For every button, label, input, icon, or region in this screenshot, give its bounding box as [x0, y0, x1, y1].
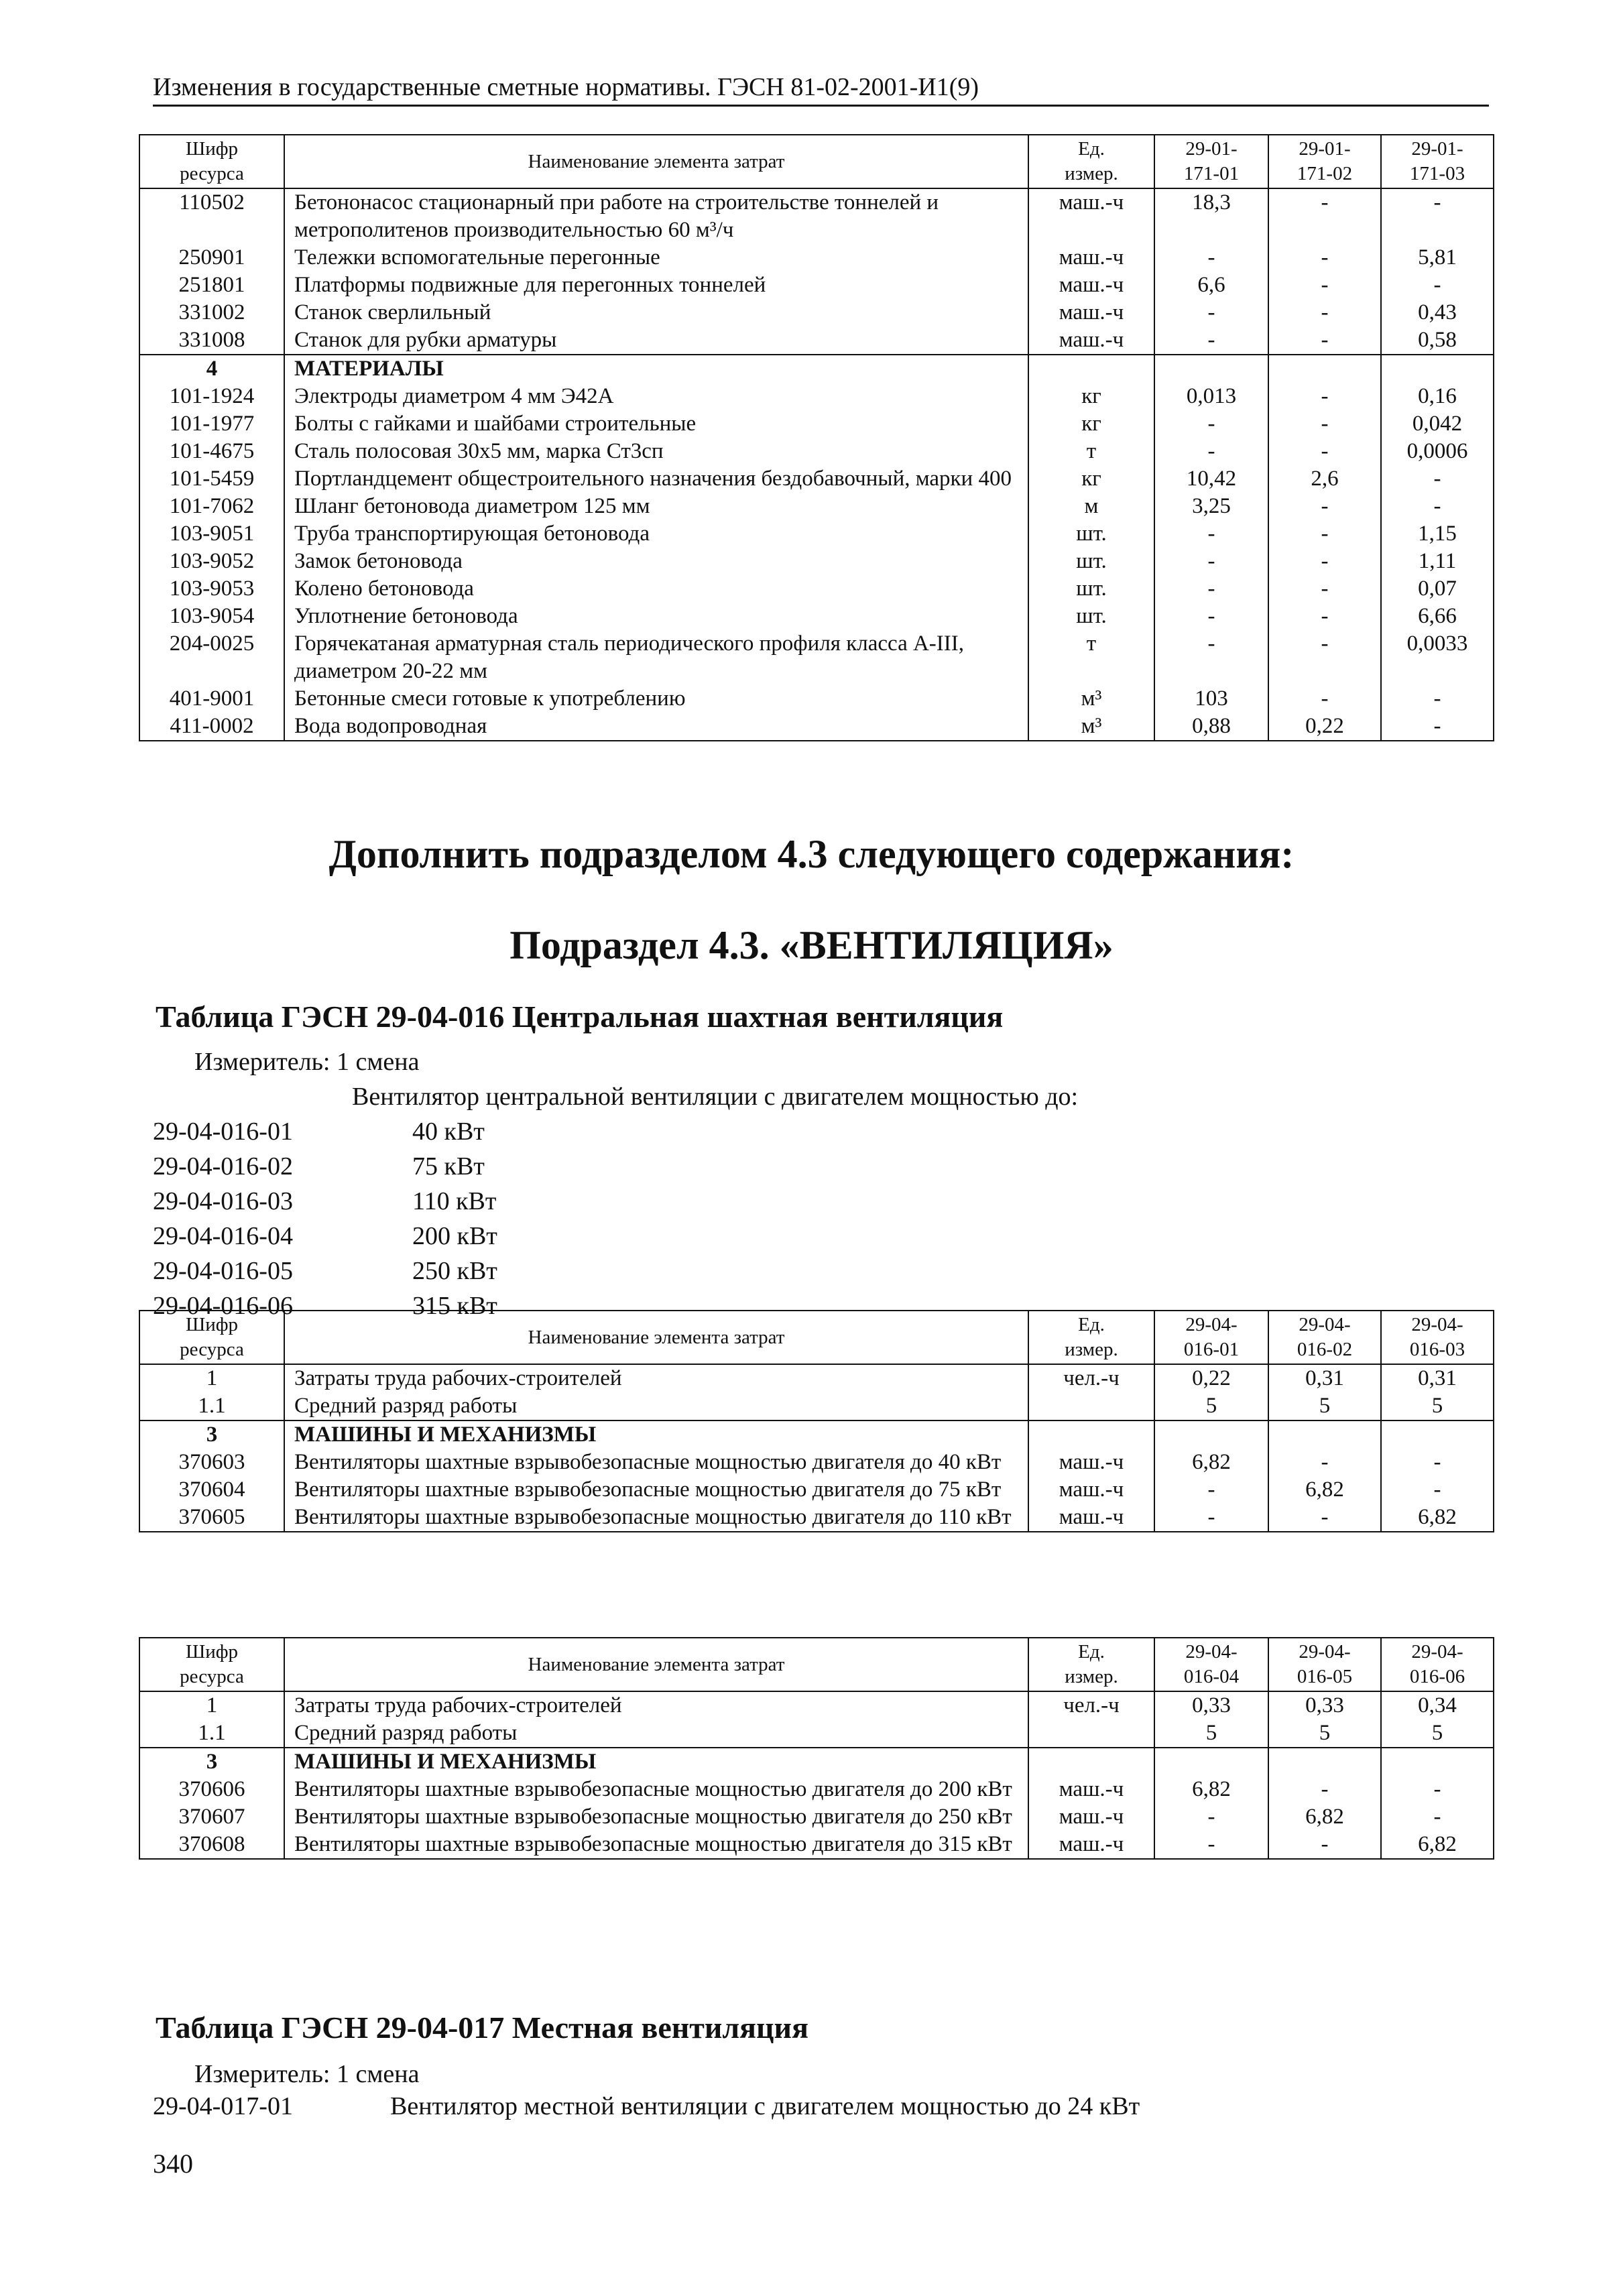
- cell-value-1: 0,22: [1154, 1364, 1268, 1392]
- header-code: [139, 1638, 284, 1691]
- header-code: [139, 135, 284, 188]
- cell-unit: маш.-ч: [1028, 188, 1154, 244]
- cell-value-3: 6,82: [1381, 1504, 1494, 1532]
- table-row: [139, 548, 1494, 575]
- table-row: [139, 1776, 1494, 1803]
- cell-value-2: -: [1268, 438, 1381, 465]
- cell-code: 103-9052: [139, 548, 284, 575]
- cell-unit: шт.: [1028, 575, 1154, 603]
- header-col1-line: 171-01: [1183, 163, 1240, 184]
- header-col2-line: 29-04-: [1299, 1641, 1351, 1663]
- header-col3-line: 29-01-: [1411, 138, 1463, 160]
- table-header-row: [139, 1638, 1494, 1691]
- table-row: [139, 188, 1494, 244]
- header-unit: [1028, 1311, 1154, 1364]
- cell-unit: [1028, 1421, 1154, 1449]
- header-col1: [1154, 1638, 1268, 1691]
- cell-value-3: -: [1381, 1803, 1494, 1831]
- cell-value-1: 6,82: [1154, 1776, 1268, 1803]
- table-row: [139, 1803, 1494, 1831]
- cell-unit: шт.: [1028, 548, 1154, 575]
- cell-value-3: 6,82: [1381, 1831, 1494, 1859]
- cell-value-3: -: [1381, 1776, 1494, 1803]
- cell-value-2: -: [1268, 1776, 1381, 1803]
- table-description: Вентилятор центральной вентиляции с двигателем мощностью до:: [352, 1083, 1079, 1111]
- header-unit: [1028, 1638, 1154, 1691]
- cell-value-2: -: [1268, 188, 1381, 244]
- cell-value-1: 0,88: [1154, 713, 1268, 741]
- cell-value-1: 18,3: [1154, 188, 1268, 244]
- table-row: [139, 603, 1494, 630]
- cell-code: 370604: [139, 1476, 284, 1504]
- cell-unit: [1028, 1748, 1154, 1776]
- cell-value-3: -: [1381, 713, 1494, 741]
- cell-unit: т: [1028, 438, 1154, 465]
- cell-unit: маш.-ч: [1028, 1449, 1154, 1476]
- cell-value-3: -: [1381, 188, 1494, 244]
- cell-unit: т: [1028, 630, 1154, 685]
- cell-value-2: 0,31: [1268, 1364, 1381, 1392]
- norm-power-value: 250 кВт: [412, 1257, 497, 1285]
- table-section-row: [139, 355, 1494, 383]
- cell-value-2: -: [1268, 520, 1381, 548]
- cell-value-1: -: [1154, 410, 1268, 438]
- cell-code: 331008: [139, 326, 284, 355]
- header-unit-line: Ед.: [1078, 1641, 1105, 1663]
- meter-label-017: Измеритель: 1 смена: [194, 2060, 420, 2088]
- header-col2-line: 016-05: [1297, 1666, 1353, 1687]
- cell-value-1: -: [1154, 326, 1268, 355]
- cell-value-2: 0,33: [1268, 1691, 1381, 1719]
- cell-unit: маш.-ч: [1028, 1776, 1154, 1803]
- cell-value-2: -: [1268, 630, 1381, 685]
- header-col3: [1381, 1638, 1494, 1691]
- header-code-line: ресурса: [180, 163, 244, 184]
- cell-unit: шт.: [1028, 520, 1154, 548]
- header-name: Наименование элемента затрат: [284, 135, 1028, 188]
- header-col2-line: 29-01-: [1299, 138, 1351, 160]
- header-unit-line: измер.: [1065, 163, 1118, 184]
- cell-value-1: -: [1154, 575, 1268, 603]
- cell-value-1: -: [1154, 1476, 1268, 1504]
- cell-value-2: -: [1268, 548, 1381, 575]
- cell-name: Болты с гайками и шайбами строительные: [284, 410, 1028, 438]
- cell-name: Затраты труда рабочих-строителей: [284, 1691, 1028, 1719]
- cell-value-3: 1,11: [1381, 548, 1494, 575]
- cell-code: 1: [139, 1364, 284, 1392]
- header-code: [139, 1311, 284, 1364]
- table-row: [139, 299, 1494, 326]
- cell-value-2: [1268, 1421, 1381, 1449]
- cell-value-2: -: [1268, 299, 1381, 326]
- cell-name: Бетонные смеси готовые к употреблению: [284, 685, 1028, 713]
- cell-value-3: 5: [1381, 1719, 1494, 1748]
- cell-code: 251801: [139, 271, 284, 299]
- cell-value-2: -: [1268, 271, 1381, 299]
- cell-code: 1.1: [139, 1719, 284, 1748]
- cell-value-1: -: [1154, 299, 1268, 326]
- cell-code: 370605: [139, 1504, 284, 1532]
- header-col3-line: 016-03: [1409, 1339, 1465, 1360]
- header-col1-line: 016-04: [1183, 1666, 1240, 1687]
- header-unit-line: измер.: [1065, 1666, 1118, 1687]
- cell-value-3: 1,15: [1381, 520, 1494, 548]
- cell-name: Сталь полосовая 30x5 мм, марка Ст3сп: [284, 438, 1028, 465]
- cell-value-3: 0,58: [1381, 326, 1494, 355]
- cell-unit: маш.-ч: [1028, 1831, 1154, 1859]
- cell-name: Замок бетоновода: [284, 548, 1028, 575]
- cell-name: Бетононасос стационарный при работе на строительстве тоннелей и метрополитенов производительностью 60 м³/ч: [284, 188, 1028, 244]
- table-row: [139, 1392, 1494, 1421]
- table-row: [139, 244, 1494, 271]
- table-row: [139, 630, 1494, 685]
- cell-code: 101-4675: [139, 438, 284, 465]
- cell-name: Электроды диаметром 4 мм Э42А: [284, 383, 1028, 410]
- cell-value-2: 5: [1268, 1719, 1381, 1748]
- cell-value-2: -: [1268, 244, 1381, 271]
- cell-name: Труба транспортирующая бетоновода: [284, 520, 1028, 548]
- running-header: Изменения в государственные сметные нормативы. ГЭСН 81-02-2001-И1(9): [153, 73, 979, 101]
- cell-unit: м: [1028, 493, 1154, 520]
- table-title-29-04-017: Таблица ГЭСН 29-04-017 Местная вентиляция: [156, 2010, 808, 2045]
- header-unit-line: Ед.: [1078, 138, 1105, 160]
- cell-value-1: -: [1154, 603, 1268, 630]
- table-row: [139, 438, 1494, 465]
- norm-code-017: 29-04-017-01: [153, 2092, 293, 2120]
- cell-value-1: -: [1154, 520, 1268, 548]
- cell-value-3: -: [1381, 493, 1494, 520]
- cell-value-2: -: [1268, 383, 1381, 410]
- cell-unit: маш.-ч: [1028, 244, 1154, 271]
- cell-unit: м³: [1028, 685, 1154, 713]
- cell-name: Средний разряд работы: [284, 1719, 1028, 1748]
- cell-name: Уплотнение бетоновода: [284, 603, 1028, 630]
- cell-value-3: 0,07: [1381, 575, 1494, 603]
- cell-name: Вентиляторы шахтные взрывобезопасные мощностью двигателя до 200 кВт: [284, 1776, 1028, 1803]
- header-code-line: Шифр: [185, 138, 239, 160]
- cell-name: Станок для рубки арматуры: [284, 326, 1028, 355]
- table-row: [139, 326, 1494, 355]
- cell-value-1: -: [1154, 244, 1268, 271]
- table-row: [139, 520, 1494, 548]
- table-row: [139, 383, 1494, 410]
- cell-value-1: 10,42: [1154, 465, 1268, 493]
- cell-unit: кг: [1028, 465, 1154, 493]
- cell-unit: шт.: [1028, 603, 1154, 630]
- cell-value-3: 0,0006: [1381, 438, 1494, 465]
- cell-value-1: 0,33: [1154, 1691, 1268, 1719]
- norm-code: 29-04-016-06: [153, 1292, 293, 1320]
- cell-unit: кг: [1028, 410, 1154, 438]
- header-unit-line: измер.: [1065, 1339, 1118, 1360]
- cell-name: Станок сверлильный: [284, 299, 1028, 326]
- table-row: [139, 493, 1494, 520]
- header-col1-line: 29-01-: [1185, 138, 1238, 160]
- cell-code: 1.1: [139, 1392, 284, 1421]
- table-row: [139, 1691, 1494, 1719]
- cell-value-1: 6,6: [1154, 271, 1268, 299]
- cell-name: МАТЕРИАЛЫ: [284, 355, 1028, 383]
- cell-value-1: 0,013: [1154, 383, 1268, 410]
- norm-power-value: 315 кВт: [412, 1292, 497, 1320]
- cell-code: 370603: [139, 1449, 284, 1476]
- cell-code: 103-9051: [139, 520, 284, 548]
- cell-value-3: 0,31: [1381, 1364, 1494, 1392]
- cell-value-1: 3,25: [1154, 493, 1268, 520]
- cell-value-1: -: [1154, 1504, 1268, 1532]
- norm-code: 29-04-016-04: [153, 1222, 293, 1250]
- cell-value-1: -: [1154, 1803, 1268, 1831]
- cell-name: Платформы подвижные для перегонных тоннелей: [284, 271, 1028, 299]
- header-col1: [1154, 1311, 1268, 1364]
- cell-value-3: -: [1381, 465, 1494, 493]
- table-row: [139, 465, 1494, 493]
- cell-value-3: [1381, 355, 1494, 383]
- cell-value-1: -: [1154, 1831, 1268, 1859]
- cost-table-29-04-016-b: [139, 1637, 1494, 1860]
- cell-code: 3: [139, 1421, 284, 1449]
- norm-code: 29-04-016-01: [153, 1117, 293, 1146]
- header-col3: [1381, 135, 1494, 188]
- header-name: Наименование элемента затрат: [284, 1311, 1028, 1364]
- table-row: [139, 1504, 1494, 1532]
- norm-code: 29-04-016-05: [153, 1257, 293, 1285]
- header-code-line: ресурса: [180, 1666, 244, 1687]
- cell-name: Вентиляторы шахтные взрывобезопасные мощностью двигателя до 75 кВт: [284, 1476, 1028, 1504]
- header-col2-line: 29-04-: [1299, 1314, 1351, 1335]
- norm-description-017: Вентилятор местной вентиляции с двигателем мощностью до 24 кВт: [390, 2092, 1140, 2120]
- header-col3-line: 29-04-: [1411, 1314, 1463, 1335]
- cell-value-3: 5,81: [1381, 244, 1494, 271]
- cell-unit: маш.-ч: [1028, 1803, 1154, 1831]
- header-code-line: Шифр: [185, 1641, 239, 1663]
- cell-value-2: 6,82: [1268, 1803, 1381, 1831]
- header-rule: [153, 105, 1489, 107]
- header-col3-line: 29-04-: [1411, 1641, 1463, 1663]
- heading-subsection-ventilation: Подраздел 4.3. «ВЕНТИЛЯЦИЯ»: [509, 923, 1114, 967]
- header-col3-line: 016-06: [1409, 1666, 1465, 1687]
- cell-code: 101-1924: [139, 383, 284, 410]
- cell-unit: м³: [1028, 713, 1154, 741]
- cell-unit: кг: [1028, 383, 1154, 410]
- cell-name: Колено бетоновода: [284, 575, 1028, 603]
- cell-value-2: -: [1268, 410, 1381, 438]
- cell-value-1: -: [1154, 630, 1268, 685]
- table-section-row: [139, 1421, 1494, 1449]
- cell-value-3: 6,66: [1381, 603, 1494, 630]
- norm-power-value: 110 кВт: [412, 1187, 497, 1215]
- cell-name: МАШИНЫ И МЕХАНИЗМЫ: [284, 1748, 1028, 1776]
- cell-name: Вентиляторы шахтные взрывобезопасные мощностью двигателя до 40 кВт: [284, 1449, 1028, 1476]
- cell-unit: маш.-ч: [1028, 271, 1154, 299]
- cell-value-3: 0,16: [1381, 383, 1494, 410]
- cell-value-3: 0,0033: [1381, 630, 1494, 685]
- cell-name: Вентиляторы шахтные взрывобезопасные мощностью двигателя до 315 кВт: [284, 1831, 1028, 1859]
- cell-value-2: 0,22: [1268, 713, 1381, 741]
- cell-value-1: -: [1154, 548, 1268, 575]
- header-unit-line: Ед.: [1078, 1314, 1105, 1335]
- cell-value-3: -: [1381, 271, 1494, 299]
- cell-value-2: -: [1268, 603, 1381, 630]
- header-col2-line: 171-02: [1297, 163, 1353, 184]
- cell-name: Вентиляторы шахтные взрывобезопасные мощностью двигателя до 110 кВт: [284, 1504, 1028, 1532]
- header-col3: [1381, 1311, 1494, 1364]
- norm-power-value: 200 кВт: [412, 1222, 497, 1250]
- cell-name: Затраты труда рабочих-строителей: [284, 1364, 1028, 1392]
- page-number: 340: [153, 2149, 193, 2179]
- cell-unit: [1028, 1719, 1154, 1748]
- cell-value-1: 5: [1154, 1719, 1268, 1748]
- table-row: [139, 410, 1494, 438]
- cell-code: 370606: [139, 1776, 284, 1803]
- header-col2-line: 016-02: [1297, 1339, 1353, 1360]
- cell-value-2: -: [1268, 1831, 1381, 1859]
- table-row: [139, 685, 1494, 713]
- cell-unit: маш.-ч: [1028, 299, 1154, 326]
- table-row: [139, 1364, 1494, 1392]
- cell-name: Тележки вспомогательные перегонные: [284, 244, 1028, 271]
- cell-value-1: [1154, 1421, 1268, 1449]
- cell-unit: маш.-ч: [1028, 1476, 1154, 1504]
- cell-value-3: [1381, 1421, 1494, 1449]
- cell-value-2: -: [1268, 493, 1381, 520]
- cell-value-3: -: [1381, 1449, 1494, 1476]
- cell-value-1: [1154, 1748, 1268, 1776]
- cell-code: 101-5459: [139, 465, 284, 493]
- table-title-29-04-016: Таблица ГЭСН 29-04-016 Центральная шахтная вентиляция: [156, 1000, 1004, 1034]
- cell-value-3: 5: [1381, 1392, 1494, 1421]
- cell-code: 110502: [139, 188, 284, 244]
- header-code-line: Шифр: [185, 1314, 239, 1335]
- cell-code: 411-0002: [139, 713, 284, 741]
- cell-value-3: 0,43: [1381, 299, 1494, 326]
- cell-value-2: 6,82: [1268, 1476, 1381, 1504]
- header-unit: [1028, 135, 1154, 188]
- cell-value-1: -: [1154, 438, 1268, 465]
- cell-name: Вентиляторы шахтные взрывобезопасные мощностью двигателя до 250 кВт: [284, 1803, 1028, 1831]
- header-name: Наименование элемента затрат: [284, 1638, 1028, 1691]
- cell-value-1: 5: [1154, 1392, 1268, 1421]
- table-row: [139, 713, 1494, 741]
- cell-value-3: 0,042: [1381, 410, 1494, 438]
- header-code-line: ресурса: [180, 1339, 244, 1360]
- cell-value-2: [1268, 355, 1381, 383]
- table-row: [139, 575, 1494, 603]
- cell-name: Вода водопроводная: [284, 713, 1028, 741]
- cell-name: МАШИНЫ И МЕХАНИЗМЫ: [284, 1421, 1028, 1449]
- cell-code: 370608: [139, 1831, 284, 1859]
- cell-value-3: -: [1381, 685, 1494, 713]
- meter-label: Измеритель: 1 смена: [194, 1048, 420, 1076]
- cell-value-2: 5: [1268, 1392, 1381, 1421]
- cell-unit: чел.-ч: [1028, 1364, 1154, 1392]
- cell-value-2: -: [1268, 575, 1381, 603]
- header-col1-line: 016-01: [1183, 1339, 1240, 1360]
- cell-value-2: -: [1268, 1449, 1381, 1476]
- table-header-row: [139, 1311, 1494, 1364]
- cost-table-29-01-171: [139, 134, 1494, 741]
- cell-unit: маш.-ч: [1028, 326, 1154, 355]
- cell-value-2: -: [1268, 1504, 1381, 1532]
- cost-table-29-04-016-a: [139, 1310, 1494, 1532]
- cell-name: Шланг бетоновода диаметром 125 мм: [284, 493, 1028, 520]
- cell-unit: чел.-ч: [1028, 1691, 1154, 1719]
- table-row: [139, 1719, 1494, 1748]
- cell-value-3: [1381, 1748, 1494, 1776]
- table-row: [139, 271, 1494, 299]
- header-col1-line: 29-04-: [1185, 1641, 1238, 1663]
- table-section-row: [139, 1748, 1494, 1776]
- cell-value-3: 0,34: [1381, 1691, 1494, 1719]
- cell-code: 101-7062: [139, 493, 284, 520]
- cell-code: 401-9001: [139, 685, 284, 713]
- cell-value-2: -: [1268, 685, 1381, 713]
- header-col1: [1154, 135, 1268, 188]
- cell-unit: [1028, 355, 1154, 383]
- cell-unit: [1028, 1392, 1154, 1421]
- cell-code: 4: [139, 355, 284, 383]
- header-col1-line: 29-04-: [1185, 1314, 1238, 1335]
- norm-power-value: 40 кВт: [412, 1117, 485, 1146]
- cell-code: 250901: [139, 244, 284, 271]
- heading-add-subsection: Дополнить подразделом 4.3 следующего содержания:: [328, 832, 1295, 876]
- cell-value-2: [1268, 1748, 1381, 1776]
- table-header-row: [139, 135, 1494, 188]
- table-row: [139, 1449, 1494, 1476]
- cell-code: 3: [139, 1748, 284, 1776]
- cell-value-1: [1154, 355, 1268, 383]
- cell-name: Портландцемент общестроительного назначения бездобавочный, марки 400: [284, 465, 1028, 493]
- table-row: [139, 1831, 1494, 1859]
- cell-value-2: -: [1268, 326, 1381, 355]
- cell-value-3: -: [1381, 1476, 1494, 1504]
- cell-value-2: 2,6: [1268, 465, 1381, 493]
- cell-code: 103-9053: [139, 575, 284, 603]
- table-row: [139, 1476, 1494, 1504]
- cell-value-1: 103: [1154, 685, 1268, 713]
- cell-code: 103-9054: [139, 603, 284, 630]
- header-col3-line: 171-03: [1409, 163, 1465, 184]
- norm-code: 29-04-016-03: [153, 1187, 293, 1215]
- cell-name: Горячекатаная арматурная сталь периодического профиля класса А-III, диаметром 20-22 мм: [284, 630, 1028, 685]
- header-col2: [1268, 1311, 1381, 1364]
- cell-code: 1: [139, 1691, 284, 1719]
- cell-name: Средний разряд работы: [284, 1392, 1028, 1421]
- norm-power-value: 75 кВт: [412, 1152, 485, 1181]
- header-col2: [1268, 135, 1381, 188]
- header-col2: [1268, 1638, 1381, 1691]
- cell-code: 370607: [139, 1803, 284, 1831]
- cell-code: 204-0025: [139, 630, 284, 685]
- cell-unit: маш.-ч: [1028, 1504, 1154, 1532]
- cell-code: 101-1977: [139, 410, 284, 438]
- norm-code: 29-04-016-02: [153, 1152, 293, 1181]
- cell-value-1: 6,82: [1154, 1449, 1268, 1476]
- cell-code: 331002: [139, 299, 284, 326]
